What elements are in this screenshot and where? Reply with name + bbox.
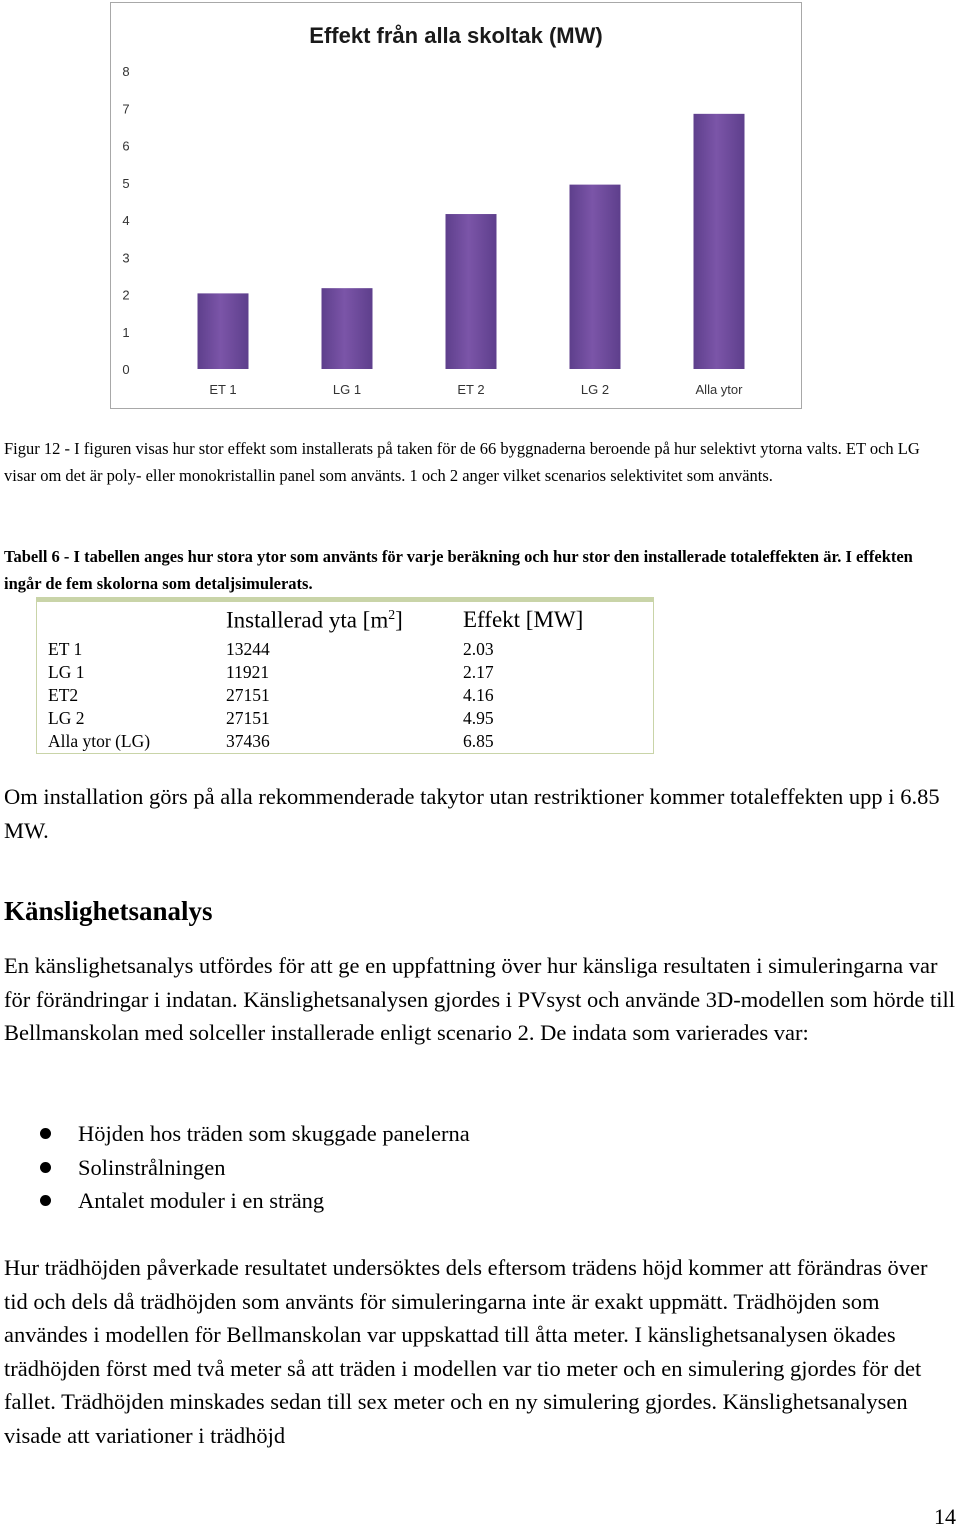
header-area [226,602,463,638]
row-name: LG 2 [48,708,85,728]
table-row [37,707,653,730]
bar [446,214,497,369]
chart-canvas [111,3,801,408]
x-tick-label: LG 1 [332,382,362,397]
paragraph-sensitivity-intro: En känslighetsanalys utfördes för att ge en uppfattning över hur känsliga resultaten i simuleringarna var för förändringar i indatan. Känslighetsanalysen gjordes i PVsyst och använde 3D-modellen som hörde till Bellmanskolan med solceller installerade enligt scenario 2. De indata som varierades var: [4,953,956,1045]
header-area-text: Installerad yta [m [226,607,389,633]
list-item: Antalet moduler i en sträng [38,1184,470,1218]
table-row [37,730,653,753]
x-tick-label: Alla ytor [695,382,743,397]
table-row [37,684,653,707]
paragraph-total-effect: Om installation görs på alla rekommenderade takytor utan restriktioner kommer totaleffekten upp i 6.85 MW. [4,784,940,843]
bar [570,185,621,369]
section-heading: Känslighetsanalys [4,896,213,926]
y-tick-label: 1 [122,324,130,340]
x-tick-label: ET 1 [209,382,237,397]
y-tick-label: 5 [122,175,130,191]
paragraph-tree-height: Hur trädhöjden påverkade resultatet undersöktes dels eftersom trädens höjd kommer att förändras över tid och dels då trädhöjden som använts för simuleringarna inte är exakt uppmätt. Trädhöjden som användes i modellen för Bellmanskolan var uppskattad till åtta meter. I känslighetsanalysen ökades trädhöjden först med två meter så att träden i modellen var tio meter och en simulering gjordes för det fallet. Trädhöjden minskades sedan till sex meter och en ny simulering gjordes. Känslighetsanalysen visade att variationer i trädhöjd [4,1255,928,1448]
y-tick-label: 6 [122,138,130,154]
table-row [37,661,653,684]
y-tick-label: 2 [122,287,130,303]
effect-table [36,597,654,754]
row-effect: 4.95 [463,708,494,728]
row-name: ET2 [48,685,79,705]
row-effect: 6.85 [463,731,494,751]
row-effect: 2.03 [463,639,494,659]
y-tick-label: 3 [122,250,130,266]
row-area: 27151 [226,685,270,705]
header-area-suffix: ] [395,607,403,633]
header-name [37,602,226,638]
table-row [37,638,653,661]
row-name: ET 1 [48,639,83,659]
list-item: Solinstrålningen [38,1151,470,1185]
figure-caption: Figur 12 - I figuren visas hur stor effekt som installerats på taken för de 66 byggnaderna beroende på hur selektivt ytorna valts. ET och LG visar om det är poly- eller monokristallin panel som använts. 1 och 2 anger vilket scenarios selektivitet som använts. [4,439,920,485]
bar [198,293,249,369]
y-tick-label: 7 [122,101,130,117]
chart-title: Effekt från alla skoltak (MW) [309,23,603,48]
row-area: 37436 [226,731,270,751]
bar-chart [110,2,802,409]
header-area-sup: 2 [388,606,396,622]
row-effect: 2.17 [463,662,494,682]
row-area: 11921 [226,662,270,682]
y-tick-label: 0 [122,362,130,377]
bar [694,114,745,369]
y-tick-label: 4 [122,213,130,228]
y-tick-label: 8 [122,64,130,79]
table-header-row [37,602,653,638]
x-tick-label: LG 2 [580,382,610,397]
row-area: 27151 [226,708,270,728]
page-number: 14 [934,1504,956,1529]
row-name: LG 1 [48,662,85,682]
varied-inputs-list [38,1117,470,1218]
row-name: Alla ytor (LG) [48,731,151,751]
bar [322,288,373,369]
list-item: Höjden hos träden som skuggade panelerna [38,1117,470,1151]
header-effect: Effekt [MW] [463,607,584,632]
row-area: 13244 [226,639,270,659]
table-caption: Tabell 6 - I tabellen anges hur stora ytor som använts för varje beräkning och hur stor den installerade totaleffekten är. I effekten ingår de fem skolorna som detaljsimulerats. [4,547,913,593]
row-effect: 4.16 [463,685,494,705]
x-tick-label: ET 2 [457,382,485,397]
